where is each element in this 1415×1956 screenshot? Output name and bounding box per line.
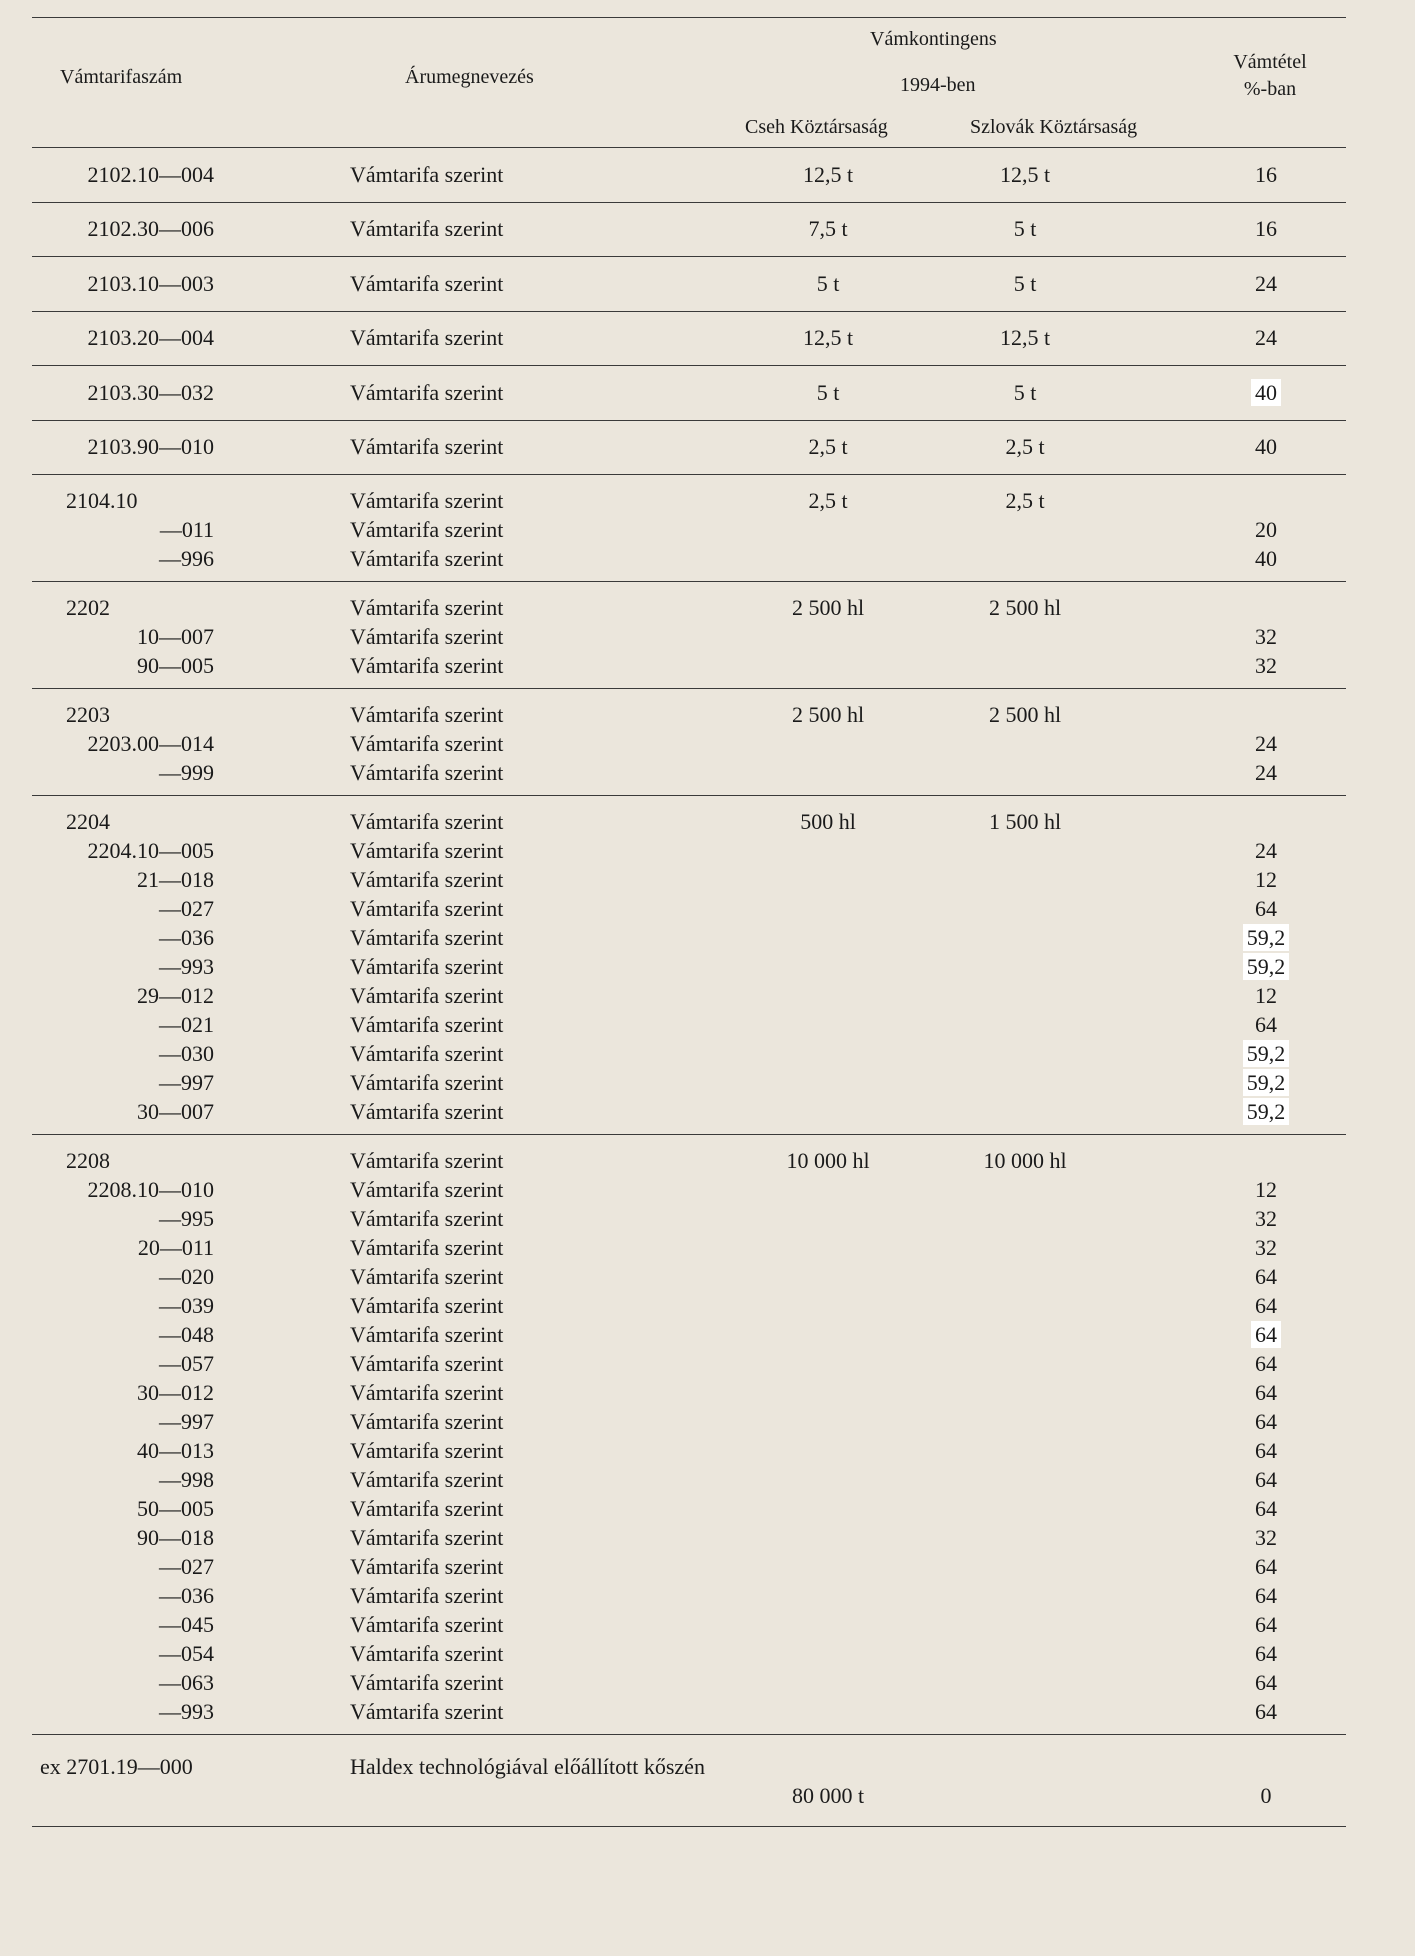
quota-sk: 12,5 t (999, 161, 1051, 187)
tariff-code: —999 (159, 760, 214, 785)
goods-description: Vámtarifa szerint (350, 1351, 504, 1376)
duty-rate: 32 (1255, 1525, 1277, 1550)
header-name: Árumegnevezés (405, 66, 534, 88)
row-rule (32, 256, 1346, 257)
duty-rate: 64 (1255, 1612, 1277, 1637)
duty-rate: 64 (1255, 1409, 1277, 1434)
tariff-code: —063 (159, 1670, 214, 1695)
duty-rate: 24 (1255, 731, 1277, 756)
row-rule (32, 420, 1346, 421)
goods-description: Vámtarifa szerint (350, 1583, 504, 1608)
goods-description: Vámtarifa szerint (350, 983, 504, 1008)
duty-rate: 0 (1260, 1783, 1272, 1808)
goods-description: Vámtarifa szerint (350, 517, 504, 542)
duty-rate: 64 (1255, 1293, 1277, 1318)
row-rule (32, 147, 1346, 148)
duty-rate: 24 (1255, 325, 1277, 351)
tariff-code: —021 (159, 1012, 214, 1037)
tariff-code: 21—018 (137, 867, 214, 892)
row-rule (32, 1734, 1346, 1735)
top-rule (32, 17, 1346, 18)
tariff-code: 10—007 (137, 624, 214, 649)
goods-description: Vámtarifa szerint (350, 1177, 504, 1202)
tariff-code: —993 (159, 1699, 214, 1724)
tariff-code: 20—011 (137, 1235, 214, 1260)
tariff-code: 2102.10—004 (87, 161, 214, 187)
goods-description: Vámtarifa szerint (350, 1496, 504, 1521)
tariff-code: —045 (159, 1612, 214, 1637)
goods-description: Vámtarifa szerint (350, 809, 504, 834)
tariff-code: —995 (159, 1206, 214, 1231)
row-rule (32, 688, 1346, 689)
header-cz: Cseh Köztársaság (745, 116, 888, 138)
goods-description: Vámtarifa szerint (350, 1438, 504, 1463)
quota-cz: 12,5 t (802, 325, 854, 351)
goods-description: Vámtarifa szerint (350, 1293, 504, 1318)
header-rate-line1: Vámtétel (1233, 51, 1307, 73)
quota-cz: 2,5 t (808, 434, 848, 460)
quota-sk: 1 500 hl (988, 809, 1062, 834)
duty-rate: 16 (1255, 216, 1277, 242)
tariff-code: —997 (159, 1409, 214, 1434)
duty-rate: 24 (1255, 838, 1277, 863)
goods-description: Vámtarifa szerint (350, 1409, 504, 1434)
duty-rate (1216, 1097, 1316, 1126)
goods-description: Vámtarifa szerint (350, 1206, 504, 1231)
tariff-code: —036 (159, 925, 214, 950)
duty-rate-value: 59,2 (1243, 1098, 1290, 1125)
duty-rate (1216, 923, 1316, 952)
tariff-code: 2203.00—014 (87, 731, 214, 756)
goods-description: Vámtarifa szerint (350, 1322, 504, 1347)
quota-sk: 2 500 hl (988, 595, 1062, 620)
duty-rate: 24 (1255, 760, 1277, 785)
goods-description: Vámtarifa szerint (350, 1235, 504, 1260)
tariff-code: 2208 (66, 1148, 110, 1173)
row-rule (32, 795, 1346, 796)
goods-description: Vámtarifa szerint (350, 216, 504, 242)
goods-description: Vámtarifa szerint (350, 1041, 504, 1066)
goods-description: Vámtarifa szerint (350, 1612, 504, 1637)
tariff-code: —057 (159, 1351, 214, 1376)
duty-rate: 32 (1255, 1206, 1277, 1231)
goods-description: Vámtarifa szerint (350, 867, 504, 892)
goods-description: Vámtarifa szerint (350, 379, 504, 405)
goods-description: Vámtarifa szerint (350, 1099, 504, 1124)
goods-description: Vámtarifa szerint (350, 624, 504, 649)
goods-description: Vámtarifa szerint (350, 1641, 504, 1666)
quota-cz: 2 500 hl (791, 702, 865, 727)
tariff-code: —993 (159, 954, 214, 979)
row-rule (32, 365, 1346, 366)
tariff-code: 40—013 (137, 1438, 214, 1463)
quota-sk: 2 500 hl (988, 702, 1062, 727)
row-rule (32, 474, 1346, 475)
header-year: 1994-ben (900, 74, 976, 96)
duty-rate: 12 (1255, 867, 1277, 892)
goods-description: Vámtarifa szerint (350, 1012, 504, 1037)
duty-rate: 12 (1255, 983, 1277, 1008)
goods-description: Vámtarifa szerint (350, 1148, 504, 1173)
goods-description: Vámtarifa szerint (350, 1699, 504, 1724)
tariff-code: —036 (159, 1583, 214, 1608)
quota-sk: 2,5 t (1005, 434, 1045, 460)
tariff-code: —011 (159, 517, 214, 542)
tariff-code: —027 (159, 896, 214, 921)
quota-cz: 12,5 t (802, 161, 854, 187)
goods-description: Vámtarifa szerint (350, 1670, 504, 1695)
goods-description: Vámtarifa szerint (350, 838, 504, 863)
duty-rate: 64 (1255, 1380, 1277, 1405)
tariff-code: 2103.20—004 (87, 325, 214, 351)
duty-rate-value: 59,2 (1243, 953, 1290, 980)
quota-cz: 5 t (816, 270, 840, 296)
quota-sk: 5 t (1013, 379, 1037, 405)
duty-rate: 64 (1255, 1699, 1277, 1724)
quota-sk: 5 t (1013, 216, 1037, 242)
header-quota-group: Vámkontingens (870, 28, 997, 50)
duty-rate-value: 64 (1251, 1321, 1281, 1348)
quota-cz: 7,5 t (808, 216, 848, 242)
quota-cz: 10 000 hl (786, 1148, 870, 1173)
tariff-code: —054 (159, 1641, 214, 1666)
goods-description: Vámtarifa szerint (350, 1525, 504, 1550)
duty-rate-value: 59,2 (1243, 1040, 1290, 1067)
duty-rate-value: 59,2 (1243, 1069, 1290, 1096)
duty-rate: 64 (1255, 1351, 1277, 1376)
tariff-code: 2204 (66, 809, 110, 834)
goods-description: Vámtarifa szerint (350, 702, 504, 727)
duty-rate-value: 59,2 (1243, 924, 1290, 951)
tariff-code: 90—005 (137, 653, 214, 678)
quota-sk: 2,5 t (1005, 488, 1045, 513)
duty-rate: 16 (1255, 161, 1277, 187)
tariff-code: ex 2701.19—000 (40, 1754, 193, 1779)
quota-sk: 5 t (1013, 270, 1037, 296)
quota-cz: 2 500 hl (791, 595, 865, 620)
goods-description: Haldex technológiával előállított kőszén (350, 1754, 705, 1779)
duty-rate: 40 (1255, 434, 1277, 460)
duty-rate: 64 (1255, 1583, 1277, 1608)
tariff-code: —039 (159, 1293, 214, 1318)
quota-cz: 2,5 t (808, 488, 848, 513)
duty-rate: 64 (1255, 1670, 1277, 1695)
duty-rate: 64 (1255, 1012, 1277, 1037)
tariff-code: —048 (159, 1322, 214, 1347)
goods-description: Vámtarifa szerint (350, 161, 504, 187)
tariff-code: —027 (159, 1554, 214, 1579)
quota-cz: 500 hl (800, 809, 856, 834)
tariff-code: 2103.10—003 (87, 270, 214, 296)
duty-rate: 64 (1255, 1438, 1277, 1463)
goods-description: Vámtarifa szerint (350, 434, 504, 460)
tariff-code: 50—005 (137, 1496, 214, 1521)
header-code: Vámtarifaszám (60, 66, 183, 88)
tariff-code: 2208.10—010 (87, 1177, 214, 1202)
goods-description: Vámtarifa szerint (350, 925, 504, 950)
row-rule (32, 1826, 1346, 1827)
row-rule (32, 581, 1346, 582)
duty-rate: 40 (1255, 546, 1277, 571)
goods-description: Vámtarifa szerint (350, 896, 504, 921)
goods-description: Vámtarifa szerint (350, 546, 504, 571)
tariff-code: 2102.30—006 (87, 216, 214, 242)
tariff-code: 2202 (66, 595, 110, 620)
goods-description: Vámtarifa szerint (350, 1380, 504, 1405)
goods-description: Vámtarifa szerint (350, 1264, 504, 1289)
duty-rate: 64 (1255, 1467, 1277, 1492)
quota-sk: 10 000 hl (983, 1148, 1067, 1173)
tariff-code: 90—018 (137, 1525, 214, 1550)
tariff-code: —997 (159, 1070, 214, 1095)
goods-description: Vámtarifa szerint (350, 325, 504, 351)
duty-rate: 64 (1255, 1554, 1277, 1579)
tariff-code: 30—012 (137, 1380, 214, 1405)
tariff-code: 29—012 (137, 983, 214, 1008)
duty-rate (1216, 1039, 1316, 1068)
duty-rate (1216, 378, 1316, 407)
tariff-code: 2104.10 (66, 488, 138, 513)
duty-rate: 64 (1255, 1641, 1277, 1666)
tariff-code: 2103.90—010 (87, 434, 214, 460)
duty-rate-value: 40 (1251, 379, 1281, 406)
quota-cz: 80 000 t (791, 1783, 865, 1808)
duty-rate: 32 (1255, 624, 1277, 649)
goods-description: Vámtarifa szerint (350, 731, 504, 756)
tariff-code: 2203 (66, 702, 110, 727)
goods-description: Vámtarifa szerint (350, 595, 504, 620)
goods-description: Vámtarifa szerint (350, 1467, 504, 1492)
duty-rate: 20 (1255, 517, 1277, 542)
duty-rate (1216, 1320, 1316, 1349)
tariff-code: 30—007 (137, 1099, 214, 1124)
tariff-code: —998 (159, 1467, 214, 1492)
goods-description: Vámtarifa szerint (350, 1070, 504, 1095)
tariff-code: —996 (159, 546, 214, 571)
duty-rate: 32 (1255, 653, 1277, 678)
duty-rate: 32 (1255, 1235, 1277, 1260)
duty-rate (1216, 1068, 1316, 1097)
goods-description: Vámtarifa szerint (350, 488, 504, 513)
quota-cz: 5 t (816, 379, 840, 405)
goods-description: Vámtarifa szerint (350, 760, 504, 785)
goods-description: Vámtarifa szerint (350, 270, 504, 296)
duty-rate: 64 (1255, 896, 1277, 921)
header-rate-line2: %-ban (1243, 78, 1297, 100)
goods-description: Vámtarifa szerint (350, 1554, 504, 1579)
duty-rate: 12 (1255, 1177, 1277, 1202)
row-rule (32, 202, 1346, 203)
tariff-code: —030 (159, 1041, 214, 1066)
duty-rate (1216, 952, 1316, 981)
quota-sk: 12,5 t (999, 325, 1051, 351)
goods-description: Vámtarifa szerint (350, 653, 504, 678)
duty-rate: 64 (1255, 1264, 1277, 1289)
duty-rate: 64 (1255, 1496, 1277, 1521)
row-rule (32, 311, 1346, 312)
tariff-code: —020 (159, 1264, 214, 1289)
tariff-code: 2103.30—032 (87, 379, 214, 405)
duty-rate: 24 (1255, 270, 1277, 296)
tariff-code: 2204.10—005 (87, 838, 214, 863)
goods-description: Vámtarifa szerint (350, 954, 504, 979)
header-sk: Szlovák Köztársaság (970, 116, 1138, 138)
row-rule (32, 1134, 1346, 1135)
